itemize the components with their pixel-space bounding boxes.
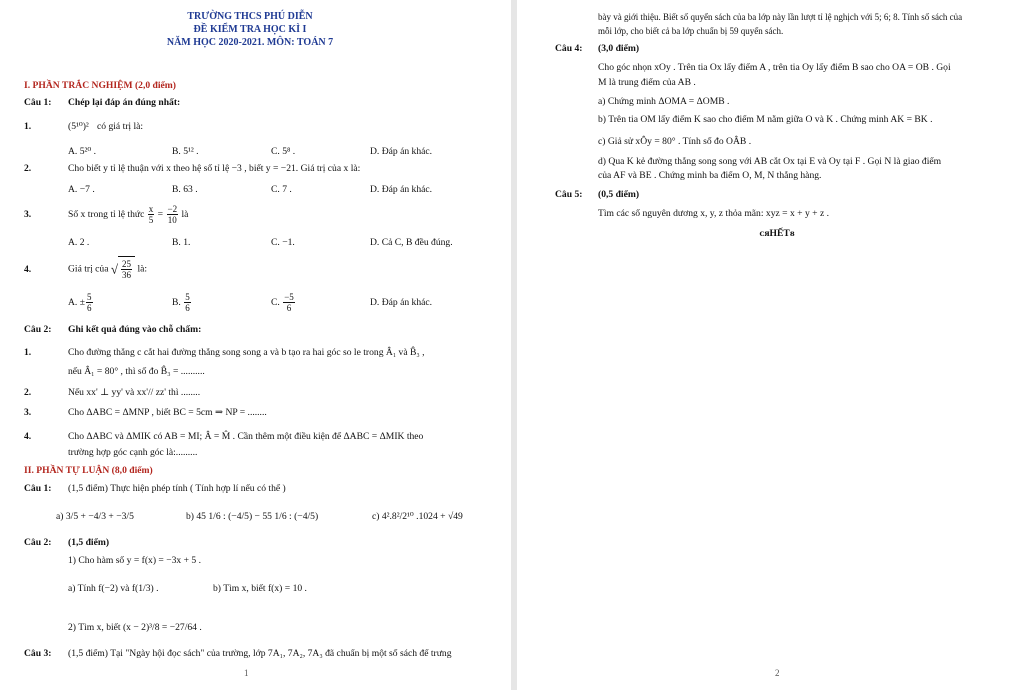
- f2-text: Nếu xx' ⊥ yy' và xx'// zz' thì ........: [68, 387, 201, 398]
- q4-pre: Giá trị của: [68, 263, 109, 275]
- q1-expression: (5¹⁰)²: [68, 121, 89, 132]
- q3-option-a: A. 2 .: [68, 237, 90, 248]
- f3-text: Cho ΔABC = ΔMNP , biết BC = 5cm ⇒ NP = ........: [68, 407, 267, 418]
- section1-title: I. PHẦN TRẮC NGHIỆM (2,0 điểm): [24, 80, 176, 91]
- q4-post: là:: [137, 263, 148, 275]
- cau4-part-c: c) Giả sử xÔy = 80° . Tính số đo OÂB .: [598, 136, 752, 147]
- q3-option-c: C. −1.: [271, 237, 295, 248]
- cau5-label: Câu 5:: [555, 189, 583, 200]
- q4-c-den: 6: [286, 303, 292, 314]
- document-page-2: [517, 0, 1024, 690]
- cau4-line2: M là trung điểm của AB .: [598, 77, 696, 88]
- document-page-1: [0, 0, 511, 690]
- cau2-label: Câu 2:: [24, 324, 52, 335]
- q4-option-d: D. Đáp án khác.: [370, 297, 433, 308]
- q3-fraction-right: [167, 204, 179, 225]
- cau4-part-a: a) Chứng minh ΔOMA = ΔOMB .: [598, 96, 730, 107]
- cau4-points: (3,0 điểm): [598, 43, 640, 54]
- q4-b-prefix: B.: [172, 297, 181, 308]
- q1-text: có giá trị là:: [97, 121, 144, 132]
- cau4-part-d2: của AF và BE . Chứng minh ba điểm O, M, N thẳng hàng.: [598, 170, 822, 181]
- s2-cau2-part1: 1) Cho hàm số y = f(x) = −3x + 5 .: [68, 555, 202, 566]
- f2-number: 2.: [24, 387, 32, 398]
- cau1-label: Câu 1:: [24, 97, 52, 108]
- q4-statement: [68, 256, 147, 283]
- q4-b-fraction: [184, 292, 191, 313]
- cau1-text: Chép lại đáp án đúng nhất:: [68, 97, 181, 108]
- cau4-label: Câu 4:: [555, 43, 583, 54]
- q3-statement: [68, 203, 188, 227]
- f4-line2: trường hợp góc cạnh góc là:.........: [68, 447, 198, 458]
- q4-a-fraction: [86, 292, 93, 313]
- q3-post: là: [181, 209, 189, 220]
- q3-pre: Số x trong tỉ lệ thức: [68, 209, 145, 220]
- q3-option-b: B. 1.: [172, 237, 191, 248]
- q4-radicand-fraction: [121, 259, 132, 280]
- q3-lhs-den: 5: [148, 215, 154, 226]
- cau4-line1: Cho góc nhọn xOy . Trên tia Ox lấy điểm A , trên tia Oy lấy điểm B sao cho OA = OB . Gọi: [598, 62, 951, 73]
- q1-option-b: B. 5¹² .: [172, 146, 199, 157]
- q3-lhs-num: x: [148, 204, 154, 215]
- s2-cau2-part2: 2) Tìm x, biết (x − 2)³/8 = −27/64 .: [68, 622, 202, 633]
- q2-option-d: D. Đáp án khác.: [370, 184, 433, 195]
- s2-cau2-part1b: b) Tìm x, biết f(x) = 10 .: [213, 583, 307, 594]
- q3-number: 3.: [24, 209, 32, 220]
- q4-option-a: [68, 291, 94, 315]
- q1-option-a: A. 5²⁰ .: [68, 146, 97, 157]
- s2-cau1-b: b) 45 1/6 : (−4/5) − 55 1/6 : (−4/5): [186, 511, 319, 522]
- f1-line2: nếu Â₁ = 80° , thì số đo B̂₃ = ..........: [68, 366, 205, 377]
- q4-c-prefix: C.: [271, 297, 280, 308]
- sqrt-icon: √: [110, 261, 119, 277]
- q2-option-a: A. −7 .: [68, 184, 95, 195]
- q4-b-num: 5: [185, 292, 190, 303]
- s2-cau3-text: (1,5 điểm) Tại "Ngày hội đọc sách" của trường, lớp 7A₁, 7A₂, 7A₃ đã chuẩn bị một số sách để trưng: [68, 648, 452, 659]
- q4-option-c: [271, 291, 296, 315]
- q2-number: 2.: [24, 163, 32, 174]
- exam-title: ĐỀ KIỂM TRA HỌC KÌ I: [193, 24, 307, 35]
- q3-option-d: D. Cả C, B đều đúng.: [370, 237, 453, 248]
- cau2-text: Ghi kết quả đúng vào chỗ chấm:: [68, 324, 202, 335]
- s2-cau1-label: Câu 1:: [24, 483, 52, 494]
- cau5-points: (0,5 điểm): [598, 189, 640, 200]
- q3-rhs-num: −2: [167, 204, 178, 215]
- cau4-part-b: b) Trên tia OM lấy điểm K sao cho điểm M nằm giữa O và K . Chứng minh AK = BK .: [598, 114, 933, 125]
- s2-cau1-c: c) 4².8²/2¹⁰ .1024 + √49: [372, 511, 463, 522]
- s2-cau2-text: (1,5 điểm): [68, 537, 110, 548]
- f1-line1: Cho đường thẳng c cắt hai đường thẳng song song a và b tạo ra hai góc so le trong Â₁ và B̂₃ ,: [68, 347, 425, 358]
- end-marker: ᴄᴙHẾTᴕ: [759, 228, 795, 239]
- q4-radicand: [118, 256, 135, 283]
- q1-option-c: C. 5⁸ .: [271, 146, 296, 157]
- q1-option-d: D. Đáp án khác.: [370, 146, 433, 157]
- page-number-1: 1: [244, 668, 249, 678]
- s2-cau1-text: (1,5 điểm) Thực hiện phép tính ( Tính hợp lí nếu có thể ): [68, 483, 286, 494]
- school-name: TRƯỜNG THCS PHÚ DIỄN: [187, 11, 313, 22]
- s2-cau2-part1a: a) Tính f(−2) và f(1/3) .: [68, 583, 159, 594]
- page-number-2: 2: [775, 668, 780, 678]
- q4-a-prefix: A. ±: [68, 297, 85, 308]
- f4-line1: Cho ΔABC và ΔMIK có AB = MI; Â = M̂ . Cần thêm một điều kiện để ΔABC = ΔMIK theo: [68, 431, 424, 442]
- f4-number: 4.: [24, 431, 32, 442]
- q3-fraction-left: [148, 204, 155, 225]
- f3-number: 3.: [24, 407, 32, 418]
- q4-c-num: −5: [284, 292, 294, 303]
- q4-b-den: 6: [185, 303, 190, 314]
- q2-option-b: B. 63 .: [172, 184, 198, 195]
- s2-cau2-label: Câu 2:: [24, 537, 52, 548]
- q4-rad-den: 36: [122, 270, 132, 281]
- exam-year-subject: NĂM HỌC 2020-2021. MÔN: TOÁN 7: [166, 37, 334, 48]
- q4-a-num: 5: [87, 292, 92, 303]
- cau4-part-d1: d) Qua K kẻ đường thẳng song song với AB cắt Ox tại E và Oy tại F . Gọi N là giao điểm: [598, 156, 942, 167]
- q2-text: Cho biết y tỉ lệ thuận với x theo hệ số tỉ lệ −3 , biết y = −21. Giá trị của x là:: [68, 163, 361, 174]
- f1-number: 1.: [24, 347, 32, 358]
- cau3-continuation-2: mỗi lớp, cho biết cả ba lớp chuẩn bị 59 quyển sách.: [598, 26, 784, 36]
- section2-title: II. PHẦN TỰ LUẬN (8,0 điểm): [24, 465, 153, 476]
- q3-equals: =: [157, 209, 164, 220]
- q3-rhs-den: 10: [167, 215, 177, 226]
- cau5-text: Tìm các số nguyên dương x, y, z thỏa mãn: xyz = x + y + z .: [598, 208, 830, 219]
- q2-option-c: C. 7 .: [271, 184, 292, 195]
- cau3-continuation-1: bày và giới thiệu. Biết số quyển sách của ba lớp này lần lượt tỉ lệ nghịch với 5; 6; 8. Tính số sách của: [598, 12, 963, 22]
- s2-cau3-label: Câu 3:: [24, 648, 52, 659]
- q4-c-fraction: [283, 292, 295, 313]
- q1-number: 1.: [24, 121, 32, 132]
- s2-cau1-a: a) 3/5 + −4/3 + −3/5: [56, 511, 134, 522]
- q4-option-b: [172, 291, 192, 315]
- q4-rad-num: 25: [122, 259, 132, 270]
- q4-a-den: 6: [87, 303, 92, 314]
- q4-number: 4.: [24, 264, 32, 275]
